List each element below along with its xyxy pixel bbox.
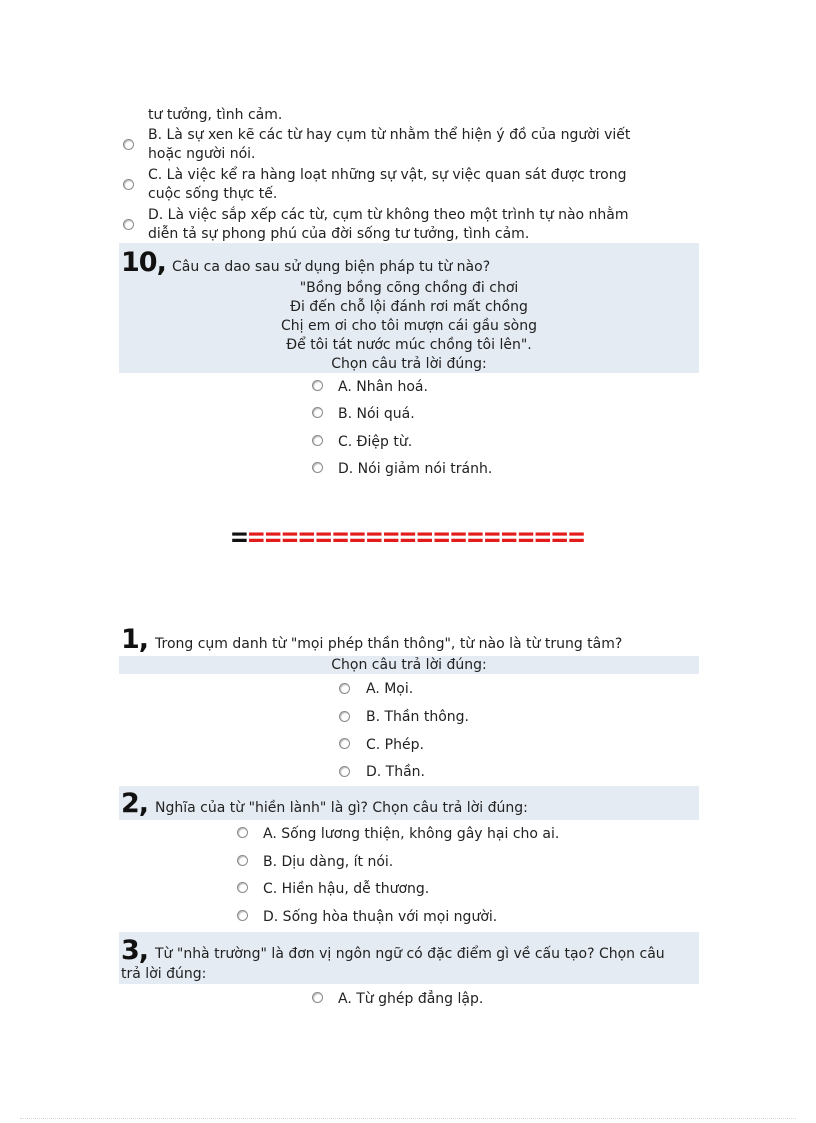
question-10-text: Câu ca dao sau sử dụng biện pháp tu từ nào? — [172, 259, 491, 275]
question-3-text-line1: Từ "nhà trường" là đơn vị ngôn ngữ có đặc điểm gì về cấu tạo? Chọn câu — [155, 946, 665, 962]
prev-option-b-radio[interactable] — [123, 139, 134, 150]
question-1-option-c-radio[interactable] — [339, 738, 350, 749]
section-separator — [0, 520, 816, 554]
question-1-option-a-radio[interactable] — [339, 683, 350, 694]
question-3-option-a: A. Từ ghép đẳng lập. — [338, 991, 484, 1007]
question-2-text: Nghĩa của từ "hiền lành" là gì? Chọn câu trả lời đúng: — [155, 800, 528, 816]
question-10-option-c-radio[interactable] — [312, 435, 323, 446]
question-10-option-b: B. Nói quá. — [338, 406, 415, 422]
question-1-option-d: D. Thần. — [366, 764, 426, 780]
page-bottom-rule — [20, 1118, 796, 1119]
question-2-number: 2, — [121, 788, 149, 819]
prev-option-d-line1: D. Là việc sắp xếp các từ, cụm từ không theo một trình tự nào nhằm — [148, 207, 629, 223]
prev-option-c-line2: cuộc sống thực tế. — [148, 186, 278, 202]
poem-line-1: "Bồng bồng cõng chồng đi chơi — [299, 280, 519, 296]
question-2-option-c: C. Hiền hậu, dễ thương. — [263, 881, 430, 897]
question-3-option-a-radio[interactable] — [312, 992, 323, 1003]
question-10-option-c: C. Điệp từ. — [338, 434, 413, 450]
prev-question-stem-tail: tư tưởng, tình cảm. — [148, 107, 283, 123]
prev-option-b-line2: hoặc người nói. — [148, 146, 256, 162]
question-10-option-d-radio[interactable] — [312, 462, 323, 473]
separator-first: = — [230, 520, 248, 553]
prev-option-d-line2: diễn tả sự phong phú của đời sống tư tưởng, tình cảm. — [148, 226, 530, 242]
prev-option-c-radio[interactable] — [123, 179, 134, 190]
question-10-option-d: D. Nói giảm nói tránh. — [338, 461, 493, 477]
separator-rest: ==================== — [247, 520, 585, 553]
question-1-option-c: C. Phép. — [366, 737, 424, 753]
question-2-option-d-radio[interactable] — [237, 910, 248, 921]
question-1-prompt: Chọn câu trả lời đúng: — [331, 657, 487, 673]
prev-option-c-line1: C. Là việc kể ra hàng loạt những sự vật, sự việc quan sát được trong — [148, 167, 627, 183]
poem-line-2: Đi đến chỗ lội đánh rơi mất chồng — [290, 299, 528, 315]
question-10-option-a: A. Nhân hoá. — [338, 379, 428, 395]
question-10-option-b-radio[interactable] — [312, 407, 323, 418]
question-2-option-a: A. Sống lương thiện, không gây hại cho ai. — [263, 826, 560, 842]
prev-option-d-radio[interactable] — [123, 219, 134, 230]
question-2-option-d: D. Sống hòa thuận với mọi người. — [263, 909, 498, 925]
question-10-option-a-radio[interactable] — [312, 380, 323, 391]
question-10-prompt: Chọn câu trả lời đúng: — [331, 356, 487, 372]
question-1-option-d-radio[interactable] — [339, 766, 350, 777]
question-3-number: 3, — [121, 935, 149, 966]
question-2-option-c-radio[interactable] — [237, 882, 248, 893]
question-1-text: Trong cụm danh từ "mọi phép thần thông", từ nào là từ trung tâm? — [155, 636, 623, 652]
question-3-text-line2: trả lời đúng: — [121, 966, 207, 982]
question-1-option-b: B. Thần thông. — [366, 709, 469, 725]
prev-option-b-line1: B. Là sự xen kẽ các từ hay cụm từ nhằm thể hiện ý đồ của người viết — [148, 127, 631, 143]
question-2-option-b: B. Dịu dàng, ít nói. — [263, 854, 394, 870]
question-2-option-a-radio[interactable] — [237, 827, 248, 838]
poem-line-3: Chị em ơi cho tôi mượn cái gầu sòng — [281, 318, 537, 334]
question-2-option-b-radio[interactable] — [237, 855, 248, 866]
question-1-option-b-radio[interactable] — [339, 711, 350, 722]
question-10-number: 10, — [121, 247, 166, 278]
question-1-option-a: A. Mọi. — [366, 681, 414, 697]
question-1-number: 1, — [121, 624, 149, 655]
poem-line-4: Để tôi tát nước múc chồng tôi lên". — [286, 337, 532, 353]
